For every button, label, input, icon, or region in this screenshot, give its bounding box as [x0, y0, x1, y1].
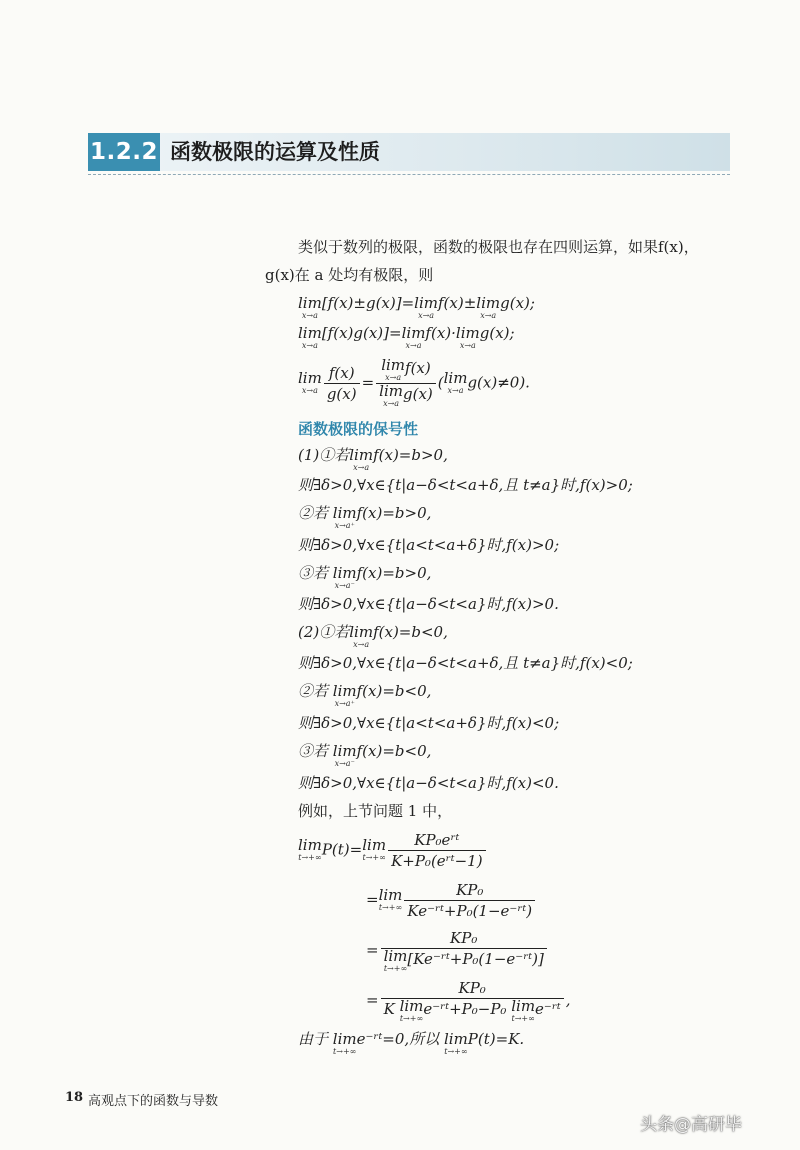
example-eq-3: = KP₀ lim t→+∞ [Ke⁻ʳᵗ+P₀(1−e⁻ʳᵗ)] [366, 928, 549, 974]
lim-word: lim [298, 294, 322, 312]
sp-line-3: ②若 lim x→a⁺ f(x)=b>0, [298, 504, 432, 530]
sp-line-5: ③若 lim x→a⁻ f(x)=b>0, [298, 564, 432, 590]
rule-sum-rhs: g(x); [500, 294, 535, 312]
rule-quotient: lim x→a $\frac{f(x)}{g(x)}$ = lim x→a f(x) lim x→a g(x) ( lim x→a g(x)≠0). [298, 356, 530, 408]
example-eq-4: = KP₀ K lim t→+∞ e⁻ʳᵗ+P₀−P₀ lim t→+∞ e⁻ʳᵗ , [366, 979, 571, 1023]
intro-line-2: g(x)在 a 处均有极限，则 [265, 266, 434, 284]
rule-product: lim x→a [f(x)g(x)]= lim x→a f(x)· lim x→a g(x); [298, 324, 515, 350]
rule-sum-lhs: [f(x)±g(x)]= [321, 294, 415, 312]
book-title: 高观点下的函数与导数 [88, 1094, 219, 1109]
rule-product-mid: f(x)· [425, 324, 456, 342]
sp-line-9: ②若 lim x→a⁺ f(x)=b<0, [298, 682, 432, 708]
sp-line-1: (1)①若 lim x→a f(x)=b>0, [298, 446, 448, 472]
rule-product-rhs: g(x); [479, 324, 515, 342]
lim-subscript: x→a [301, 311, 318, 320]
example-eq-1: lim t→+∞ P(t)= lim t→+∞ $\frac{\text{KP₀eʳᵗ}}{\text{K+P₀(eʳᵗ−1)}}$ [298, 830, 488, 871]
sp-line-2: 则∃δ>0,∀x∈{t|a−δ<t<a+δ,且 t≠a}时,f(x)>0; [298, 476, 633, 494]
watermark: 头条@高研毕 [640, 1115, 742, 1135]
quotient-denominator: g(x) [324, 383, 360, 404]
intro-line-1: 类似于数列的极限，函数的极限也存在四则运算，如果f(x)， [298, 238, 699, 256]
sp-line-7: (2)①若 lim x→a f(x)=b<0, [298, 623, 448, 649]
quotient-numerator: f(x) [328, 364, 355, 382]
page-number: 18 [65, 1090, 84, 1105]
section-number: 1.2.2 [88, 133, 160, 171]
example-conclusion: 由于 lim t→+∞ e⁻ʳᵗ=0,所以 lim t→+∞ P(t)=K. [298, 1030, 525, 1056]
example-intro: 例如，上节问题 1 中， [298, 802, 453, 820]
sign-property-heading: 函数极限的保号性 [298, 420, 419, 438]
rule-sum: lim x→a [f(x)±g(x)]= lim x→a f(x)± lim x→a g(x); [298, 294, 535, 320]
sp-line-8: 则∃δ>0,∀x∈{t|a−δ<t<a+δ,且 t≠a}时,f(x)<0; [298, 654, 633, 672]
sp-line-6: 则∃δ>0,∀x∈{t|a−δ<t<a}时,f(x)>0. [298, 595, 559, 613]
quotient-condition: g(x)≠0). [467, 373, 530, 392]
rule-product-lhs: [f(x)g(x)]= [321, 324, 402, 342]
sp-line-4: 则∃δ>0,∀x∈{t|a<t<a+δ}时,f(x)>0; [298, 536, 560, 554]
section-title: 函数极限的运算及性质 [170, 140, 380, 164]
rule-sum-mid: f(x)± [437, 294, 477, 312]
sp-line-11: ③若 lim x→a⁻ f(x)=b<0, [298, 742, 432, 768]
sp-line-10: 则∃δ>0,∀x∈{t|a<t<a+δ}时,f(x)<0; [298, 714, 560, 732]
section-divider [88, 174, 730, 175]
sp-line-12: 则∃δ>0,∀x∈{t|a−δ<t<a}时,f(x)<0. [298, 774, 559, 792]
example-eq-2: = lim t→+∞ $\frac{\text{KP₀}}{\text{Ke⁻ʳᵗ+P₀(1−e⁻ʳᵗ)}}$ [366, 880, 537, 921]
